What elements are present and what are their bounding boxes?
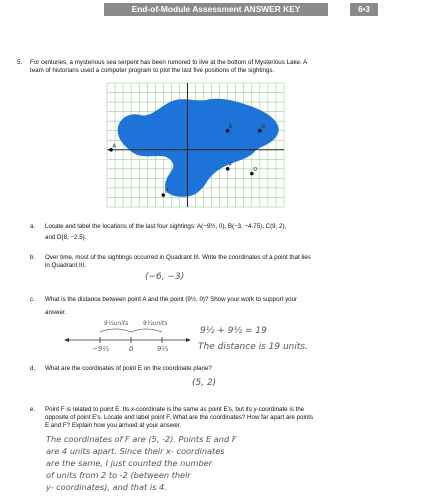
tick-label-left: −9½ — [92, 345, 110, 353]
part-e-answer-line: y- coordinates), and that is 4. — [46, 482, 167, 492]
number-line-right-arrow — [186, 338, 191, 342]
part-b-line-2: in Quadrant III. — [45, 262, 86, 269]
part-a-letter: a. — [30, 223, 36, 230]
tick-label-right: 9½ — [157, 345, 169, 353]
part-e-answer-line: The coordinates of F are (5, -2). Points E and F — [46, 434, 237, 444]
part-d-answer: (5, 2) — [192, 378, 217, 388]
part-c-answer: The distance is 19 units. — [198, 342, 308, 352]
part-b-line-1: Over time, most of the sightings occurred in Quadrant III. Write the coordinates of a point that lies — [45, 254, 311, 261]
part-b-letter: b. — [30, 254, 36, 261]
part-d-line-1: What are the coordinates of point E on the coordinate plane? — [45, 365, 212, 372]
part-e-line-1: Point F is related to point E. Its x-coordinate is the same as point E's, but its y-coordinate is the — [45, 406, 305, 413]
part-c-line-2: answer. — [45, 309, 67, 316]
number-line-left-arrow — [64, 338, 69, 342]
arc-left — [100, 329, 131, 332]
part-a-line-2: and D(8, −2.5). — [45, 234, 87, 241]
point-label-c: C — [261, 124, 266, 131]
point-label-e: E — [229, 124, 233, 131]
part-b-answer: (−6, −3) — [145, 272, 185, 282]
part-e-answer-line: are 4 units apart. Since their x- coordinates — [46, 446, 225, 456]
seg-label-left: 9½units — [104, 320, 129, 327]
point-label-b: B — [164, 188, 169, 195]
part-e-line-3: E and F? Explain how you arrived at your answer. — [45, 422, 182, 429]
seg-label-right: 9½units — [143, 320, 168, 327]
arc-right — [131, 329, 162, 332]
part-c-letter: c. — [30, 296, 35, 303]
part-e-answer-line: of units from 2 to -2 (between their — [46, 470, 191, 480]
header-title: End-of-Module Assessment ANSWER KEY — [104, 3, 328, 16]
module-tag: 6•3 — [350, 3, 378, 16]
part-c-work: 9½ + 9½ = 19 — [200, 326, 267, 336]
part-a-line-1: Locate and label the locations of the last four sightings: A(−9½, 0), B(−3, −4.75), C(9, 2), — [45, 223, 287, 230]
part-c-line-1: What is the distance between point A and the point (9½, 0)? Show your work to support your — [45, 296, 298, 303]
point-label-a: A — [112, 143, 117, 150]
problem-number: 5. — [17, 59, 23, 66]
point-label-f: F — [229, 162, 233, 169]
part-e-answer-line: are the same, I just counted the number — [46, 458, 213, 468]
problem-prompt-line-1: For centuries, a mysterious sea serpent has been rumored to live at the bottom of Mysterious Lake. A — [30, 59, 308, 66]
point-label-d: D — [253, 167, 258, 174]
part-e-letter: e. — [30, 406, 36, 413]
part-d-letter: d. — [30, 365, 36, 372]
part-e-line-2: opposite of point E's. Locate and label point F. What are the coordinates? How far apart are points — [45, 414, 314, 421]
tick-label-mid: 0 — [129, 345, 134, 353]
problem-prompt-line-2: team of historians used a computer program to plot the last five positions of the sightings. — [30, 67, 275, 74]
